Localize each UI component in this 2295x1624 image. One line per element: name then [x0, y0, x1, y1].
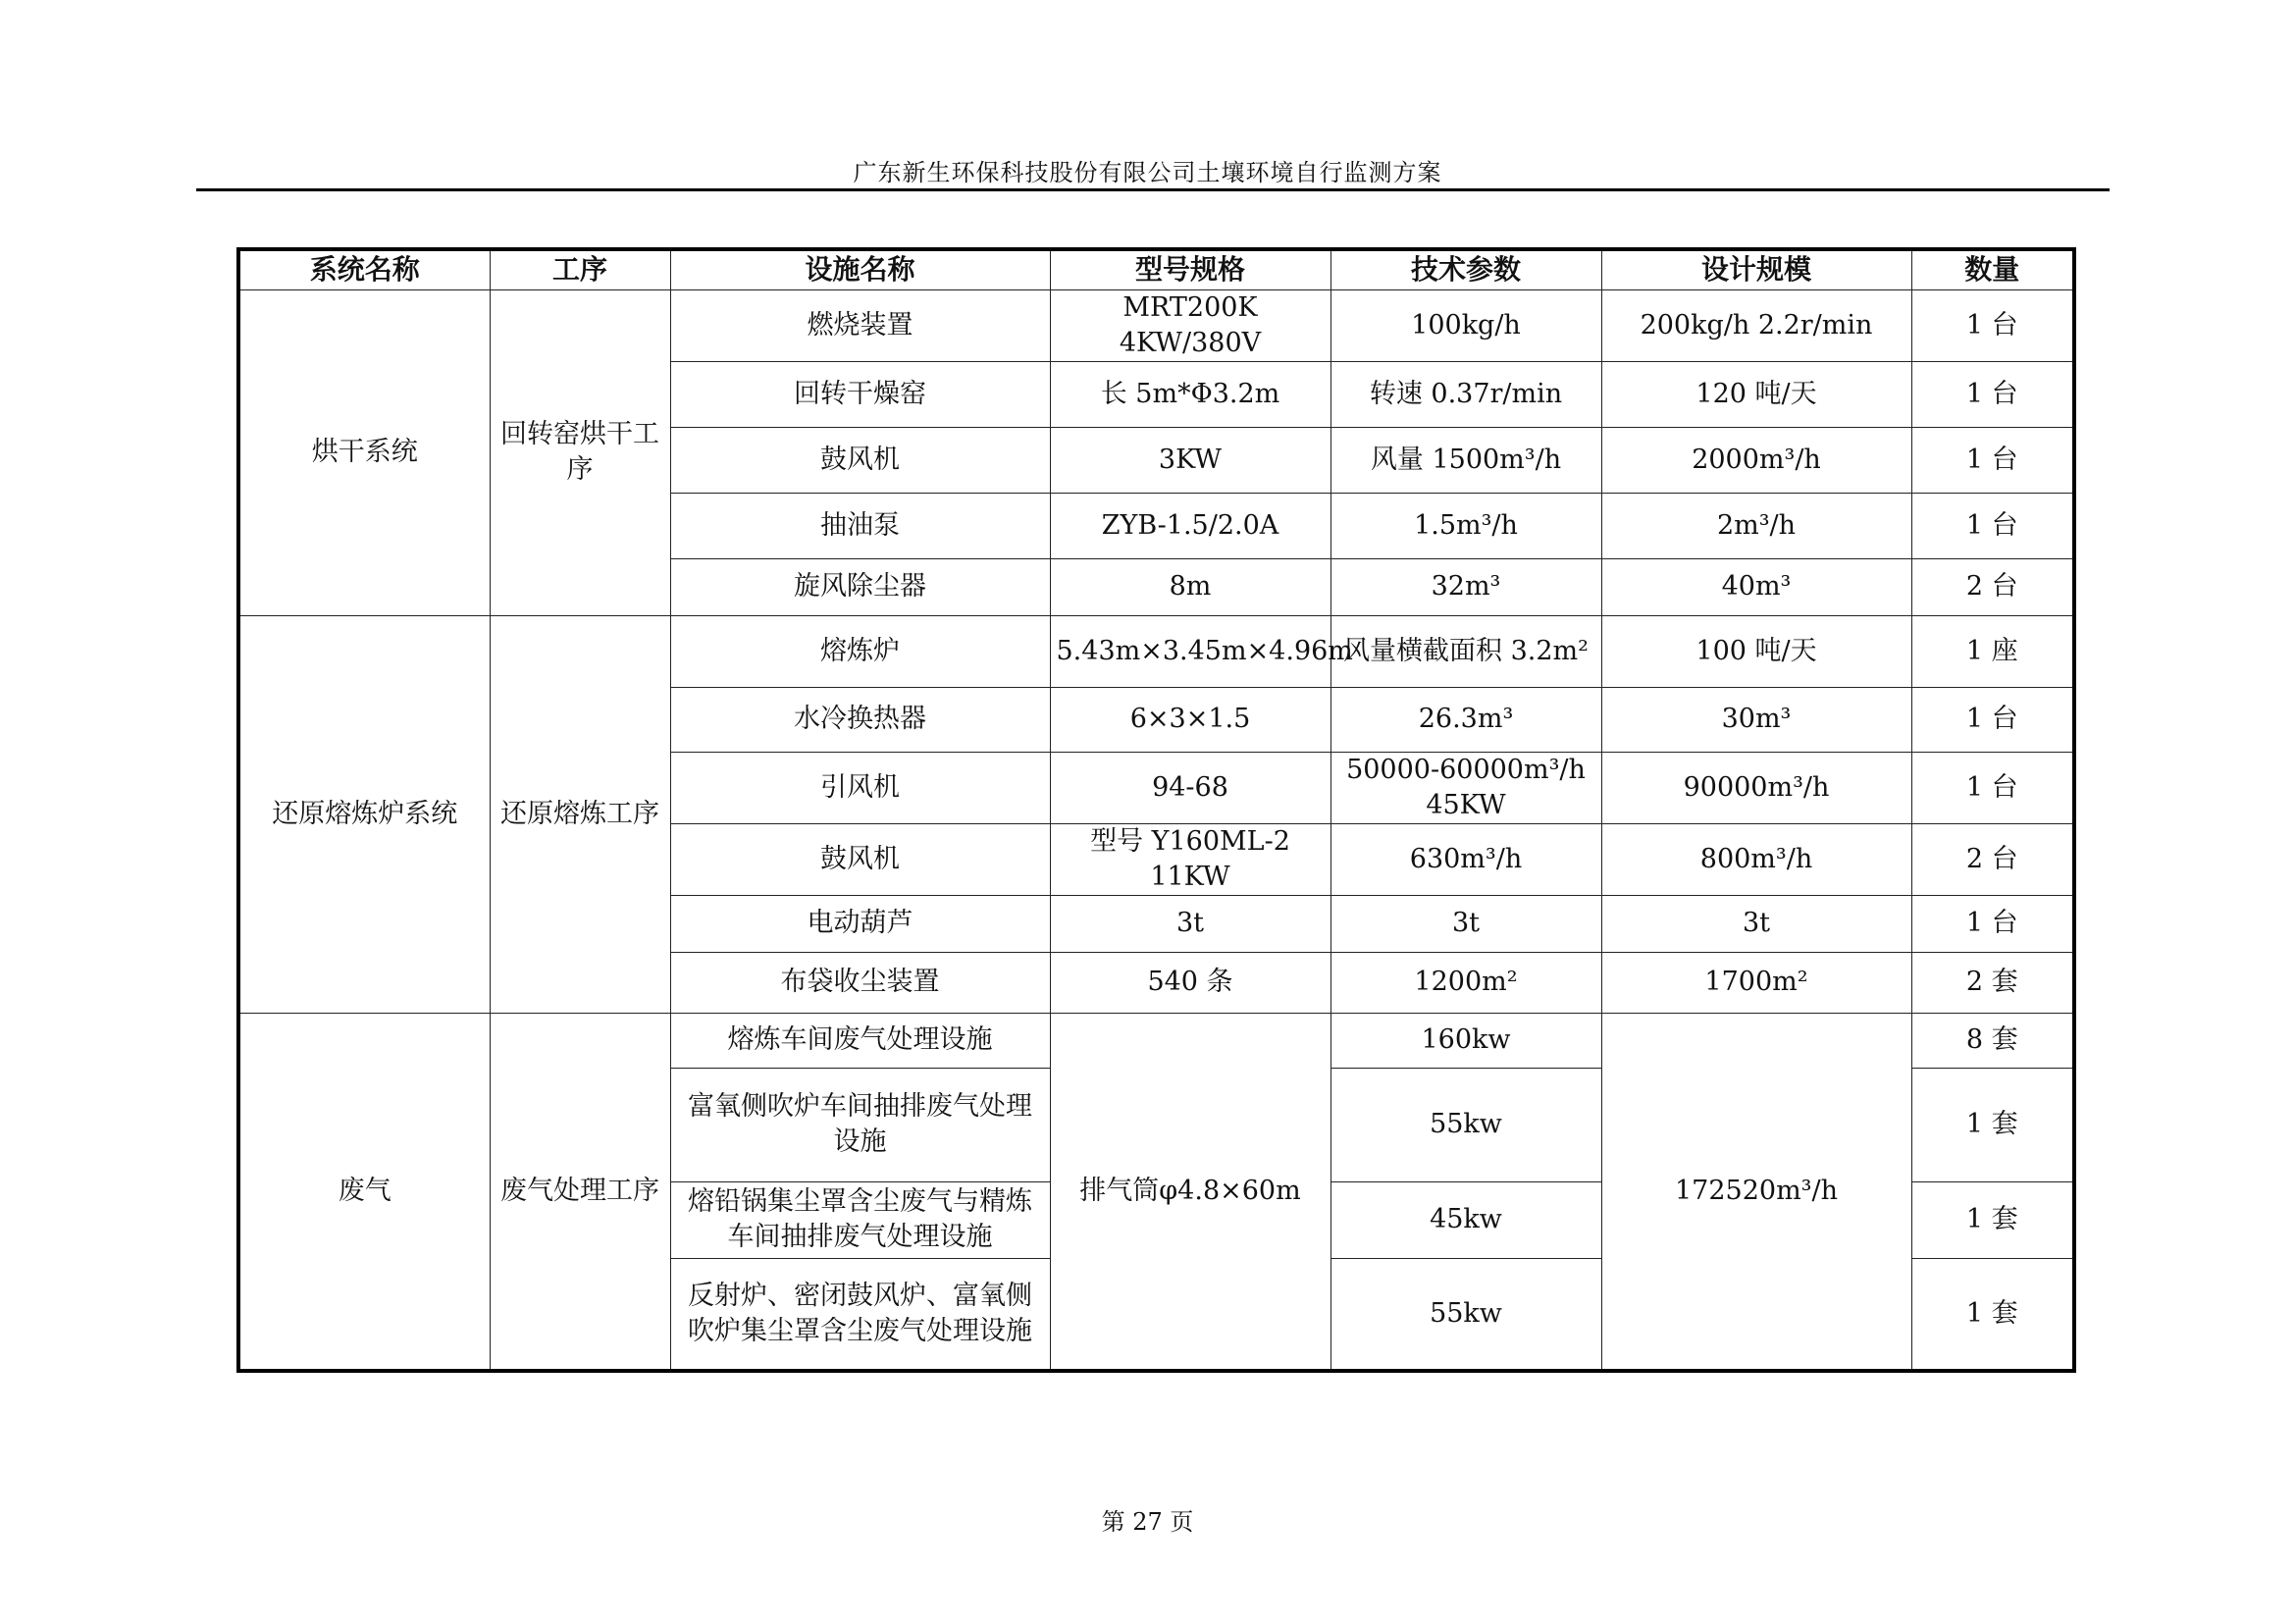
- scale-cell: 1700m²: [1601, 952, 1911, 1013]
- model-cell: 94-68: [1050, 752, 1330, 823]
- table-row: [238, 615, 2074, 687]
- scale-cell: 30m³: [1601, 687, 1911, 752]
- column-header: 设施名称: [670, 249, 1050, 289]
- tech-cell: 100kg/h: [1330, 289, 1601, 361]
- scale-cell: 200kg/h 2.2r/min: [1601, 289, 1911, 361]
- tech-cell: 32m³: [1330, 558, 1601, 615]
- tech-cell: 风量横截面积 3.2m²: [1330, 615, 1601, 687]
- tech-cell: 55kw: [1330, 1258, 1601, 1371]
- facility-cell: 旋风除尘器: [670, 558, 1050, 615]
- facility-cell: 布袋收尘装置: [670, 952, 1050, 1013]
- model-cell: 6×3×1.5: [1050, 687, 1330, 752]
- table-header-row: [238, 249, 2074, 289]
- tech-cell: 160kw: [1330, 1013, 1601, 1068]
- tech-cell: 26.3m³: [1330, 687, 1601, 752]
- qty-cell: 1 座: [1911, 615, 2074, 687]
- model-cell: 8m: [1050, 558, 1330, 615]
- scale-cell: 800m³/h: [1601, 823, 1911, 895]
- qty-cell: 2 台: [1911, 823, 2074, 895]
- process-cell: 废气处理工序: [490, 1013, 670, 1371]
- facility-cell: 反射炉、密闭鼓风炉、富氧侧吹炉集尘罩含尘废气处理设施: [670, 1258, 1050, 1371]
- tech-cell: 3t: [1330, 895, 1601, 952]
- model-cell: 排气筒φ4.8×60m: [1050, 1013, 1330, 1371]
- facility-cell: 抽油泵: [670, 493, 1050, 558]
- qty-cell: 1 台: [1911, 687, 2074, 752]
- header-divider: [196, 188, 2110, 191]
- scale-cell: 100 吨/天: [1601, 615, 1911, 687]
- column-header: 数量: [1911, 249, 2074, 289]
- tech-cell: 1200m²: [1330, 952, 1601, 1013]
- system-name-cell: 烘干系统: [238, 289, 490, 615]
- model-cell: 长 5m*Φ3.2m: [1050, 361, 1330, 427]
- model-cell: 5.43m×3.45m×4.96m: [1050, 615, 1330, 687]
- tech-cell: 45kw: [1330, 1181, 1601, 1258]
- scale-cell: 3t: [1601, 895, 1911, 952]
- qty-cell: 1 套: [1911, 1181, 2074, 1258]
- qty-cell: 2 台: [1911, 558, 2074, 615]
- tech-cell: 50000-60000m³/h 45KW: [1330, 752, 1601, 823]
- equipment-table: [236, 247, 2076, 1373]
- facility-cell: 熔铅锅集尘罩含尘废气与精炼车间抽排废气处理设施: [670, 1181, 1050, 1258]
- scale-cell: 120 吨/天: [1601, 361, 1911, 427]
- tech-cell: 风量 1500m³/h: [1330, 427, 1601, 493]
- facility-cell: 燃烧装置: [670, 289, 1050, 361]
- table-row: [238, 1013, 2074, 1068]
- scale-cell: 172520m³/h: [1601, 1013, 1911, 1371]
- column-header: 型号规格: [1050, 249, 1330, 289]
- process-cell: 回转窑烘干工序: [490, 289, 670, 615]
- facility-cell: 鼓风机: [670, 823, 1050, 895]
- facility-cell: 熔炼炉: [670, 615, 1050, 687]
- facility-cell: 水冷换热器: [670, 687, 1050, 752]
- facility-cell: 回转干燥窑: [670, 361, 1050, 427]
- scale-cell: 40m³: [1601, 558, 1911, 615]
- model-cell: MRT200K 4KW/380V: [1050, 289, 1330, 361]
- facility-cell: 电动葫芦: [670, 895, 1050, 952]
- system-name-cell: 废气: [238, 1013, 490, 1371]
- facility-cell: 富氧侧吹炉车间抽排废气处理设施: [670, 1068, 1050, 1181]
- qty-cell: 2 套: [1911, 952, 2074, 1013]
- qty-cell: 1 台: [1911, 361, 2074, 427]
- facility-cell: 熔炼车间废气处理设施: [670, 1013, 1050, 1068]
- qty-cell: 1 套: [1911, 1068, 2074, 1181]
- column-header: 技术参数: [1330, 249, 1601, 289]
- tech-cell: 55kw: [1330, 1068, 1601, 1181]
- tech-cell: 1.5m³/h: [1330, 493, 1601, 558]
- model-cell: 3t: [1050, 895, 1330, 952]
- tech-cell: 630m³/h: [1330, 823, 1601, 895]
- qty-cell: 1 套: [1911, 1258, 2074, 1371]
- system-name-cell: 还原熔炼炉系统: [238, 615, 490, 1013]
- scale-cell: 2000m³/h: [1601, 427, 1911, 493]
- table-row: [238, 289, 2074, 361]
- qty-cell: 1 台: [1911, 752, 2074, 823]
- column-header: 设计规模: [1601, 249, 1911, 289]
- column-header: 系统名称: [238, 249, 490, 289]
- qty-cell: 8 套: [1911, 1013, 2074, 1068]
- scale-cell: 90000m³/h: [1601, 752, 1911, 823]
- model-cell: ZYB-1.5/2.0A: [1050, 493, 1330, 558]
- tech-cell: 转速 0.37r/min: [1330, 361, 1601, 427]
- model-cell: 540 条: [1050, 952, 1330, 1013]
- page-number: 第 27 页: [1101, 1508, 1194, 1536]
- column-header: 工序: [490, 249, 670, 289]
- scale-cell: 2m³/h: [1601, 493, 1911, 558]
- process-cell: 还原熔炼工序: [490, 615, 670, 1013]
- qty-cell: 1 台: [1911, 289, 2074, 361]
- facility-cell: 引风机: [670, 752, 1050, 823]
- qty-cell: 1 台: [1911, 427, 2074, 493]
- document-header-title: 广东新生环保科技股份有限公司土壤环境自行监测方案: [853, 159, 1442, 186]
- model-cell: 3KW: [1050, 427, 1330, 493]
- qty-cell: 1 台: [1911, 493, 2074, 558]
- model-cell: 型号 Y160ML-2 11KW: [1050, 823, 1330, 895]
- qty-cell: 1 台: [1911, 895, 2074, 952]
- facility-cell: 鼓风机: [670, 427, 1050, 493]
